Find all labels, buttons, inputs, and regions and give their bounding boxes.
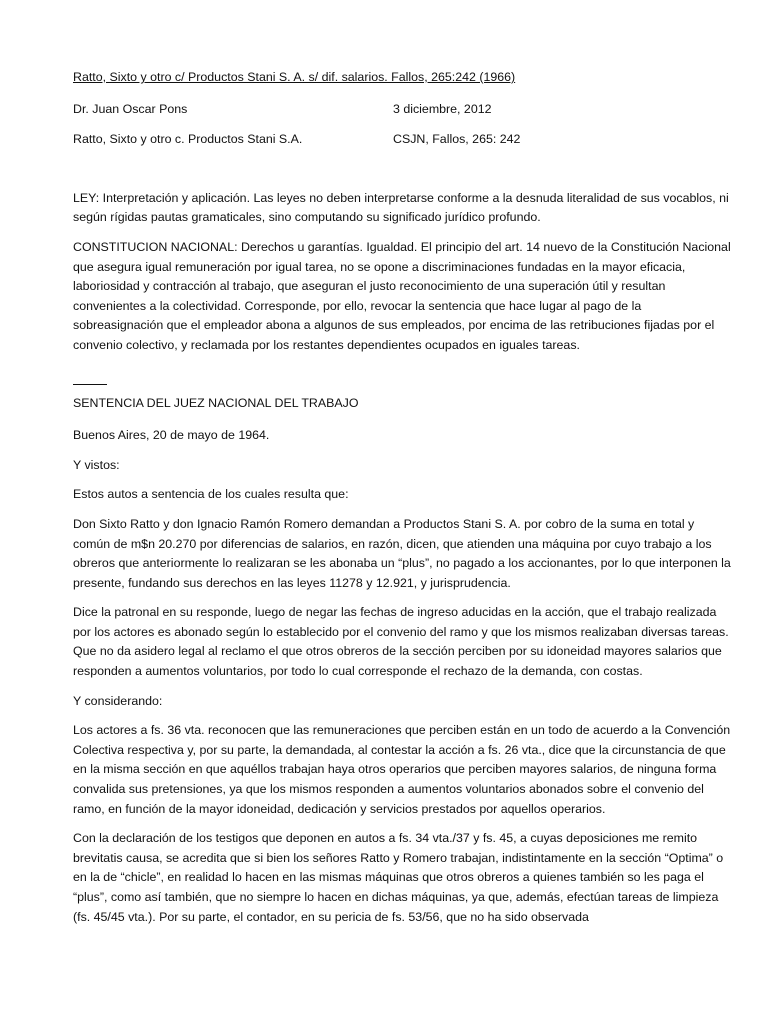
case-citation: CSJN, Fallos, 265: 242: [393, 132, 521, 147]
body-paragraph-autos: Estos autos a sentencia de los cuales resulta que:: [73, 487, 349, 502]
case-name: Ratto, Sixto y otro c. Productos Stani S.A.: [73, 132, 303, 147]
publication-date: 3 diciembre, 2012: [393, 101, 492, 116]
body-paragraph-responde: Dice la patronal en su responde, luego de negar las fechas de ingreso aducidas en la acción, que el trabajo realizada por los actores es abonado según lo establecido por el convenio del ramo y que los mismos realizaban diversas tareas. Que no da asidero legal al reclamo el que otros obreros de la sección perciben por su idoneidad mayores salarios que responden a aumentos voluntarios, por todo lo cual corresponde el rechazo de la demanda, con costas.: [73, 605, 729, 679]
section-divider: [73, 372, 733, 390]
body-paragraph-actores: Los actores a fs. 36 vta. reconocen que las remuneraciones que perciben están en un todo de acuerdo a la Convención Colectiva respectiva y, por su parte, la demandada, al contestar la acción a fs. 26 vta., dice que la circunstancia de que en la misma sección en que aquéllos trabajan haya otros operarios que perciben mayores salarios, de ninguna forma convalida sus pretensiones, ya que los mismos responden a aumentos voluntarios abonados sobre el convenio del ramo, en función de la mayor idoneidad, dedicación y servicios prestados por aquellos operarios.: [73, 723, 731, 816]
document-title: Ratto, Sixto y otro c/ Productos Stani S. A. s/ dif. salarios. Fallos, 265:242 (1966): [73, 70, 516, 84]
body-paragraph-date: Buenos Aires, 20 de mayo de 1964.: [73, 428, 270, 443]
author-name: Dr. Juan Oscar Pons: [73, 101, 188, 116]
body-paragraph-vistos: Y vistos:: [73, 457, 120, 472]
summary-paragraph-constitucion: CONSTITUCION NACIONAL: Derechos u garantías. Igualdad. El principio del art. 14 nuevo de la Constitución Nacional que asegura igual remuneración por igual tarea, no se opone a discriminaciones fundadas en la mayor eficacia, laboriosidad y contracción al trabajo, que aseguran el justo reconocimiento de una superación útil y resultan convenientes a la colectividad. Corresponde, por ello, revocar la sentencia que hace lugar al pago de la sobreasignación que el empleador abona a algunos de sus empleados, por encima de las retribuciones fijadas por el convenio colectivo, y reclamada por los restantes dependientes ocupados en iguales tareas.: [73, 239, 731, 352]
body-paragraph-testigos: Con la declaración de los testigos que deponen en autos a fs. 34 vta./37 y fs. 45, a cuyas deposiciones me remito brevitatis causa, se acredita que si bien los señores Ratto y Romero trabajan, indistintamente en la sección “Optima” o en la de “chicle”, en realidad lo hacen en las mismas máquinas que otros obreros a quienes también so les paga el “plus”, como así también, que no siempre lo hacen en dichas máquinas, ya que, además, efectúan tareas de limpieza (fs. 45/45 vta.). Por su parte, el contador, en su pericia de fs. 53/56, que no ha sido observada: [73, 831, 724, 924]
meta-row-case: [73, 130, 733, 150]
meta-row-author: [73, 100, 733, 120]
spacer: [73, 161, 733, 189]
document-page: [73, 68, 733, 937]
body-paragraph-considerando: Y considerando:: [73, 693, 163, 708]
summary-paragraph-ley: LEY: Interpretación y aplicación. Las leyes no deben interpretarse conforme a la desnuda literalidad de sus vocablos, ni según rígidas pautas gramaticales, sino computando su significado jurídico profundo.: [73, 190, 729, 225]
section-heading: SENTENCIA DEL JUEZ NACIONAL DEL TRABAJO: [73, 395, 359, 410]
body-paragraph-demanda: Don Sixto Ratto y don Ignacio Ramón Romero demandan a Productos Stani S. A. por cobro de la suma en total y común de m$n 20.270 por diferencias de salarios, en razón, dicen, que atienden una máquina por cuyo trabajo a los obreros que anteriormente lo realizaran se les abonaba un “plus”, no pagado a los accionantes, por lo que interponen la presente, fundando sus derechos en las leyes 11278 y 12.921, y jurisprudencia.: [73, 516, 731, 590]
